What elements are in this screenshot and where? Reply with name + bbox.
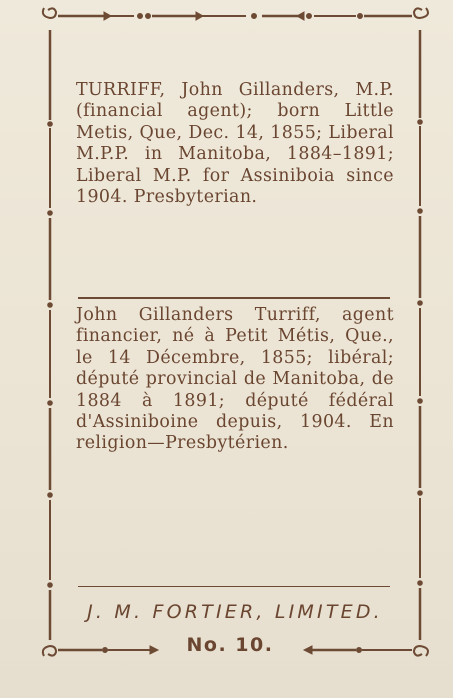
section-divider [78,297,390,299]
card-number: No. 10. [186,634,274,656]
english-biography: TURRIFF, John Gillanders, M.P. (financial agent); born Little Metis, Que, Dec. 14, 1855; Liberal M.P.P. in Manitoba, 1884–1891; Liberal M.P. for Assiniboia since 1904. Presbyterian. [76,80,394,208]
footer-divider [78,586,390,587]
publisher-name: J. M. FORTIER, LIMITED. [87,601,383,623]
french-biography: John Gillanders Turriff, agent financier, né à Petit Métis, Que., le 14 Décembre, 1855; libéral; député provincial de Manitoba, de 1884 à 1891; député fédéral d'Assiniboine depuis, 1904. En religion—Presbytérien. [76,305,394,454]
